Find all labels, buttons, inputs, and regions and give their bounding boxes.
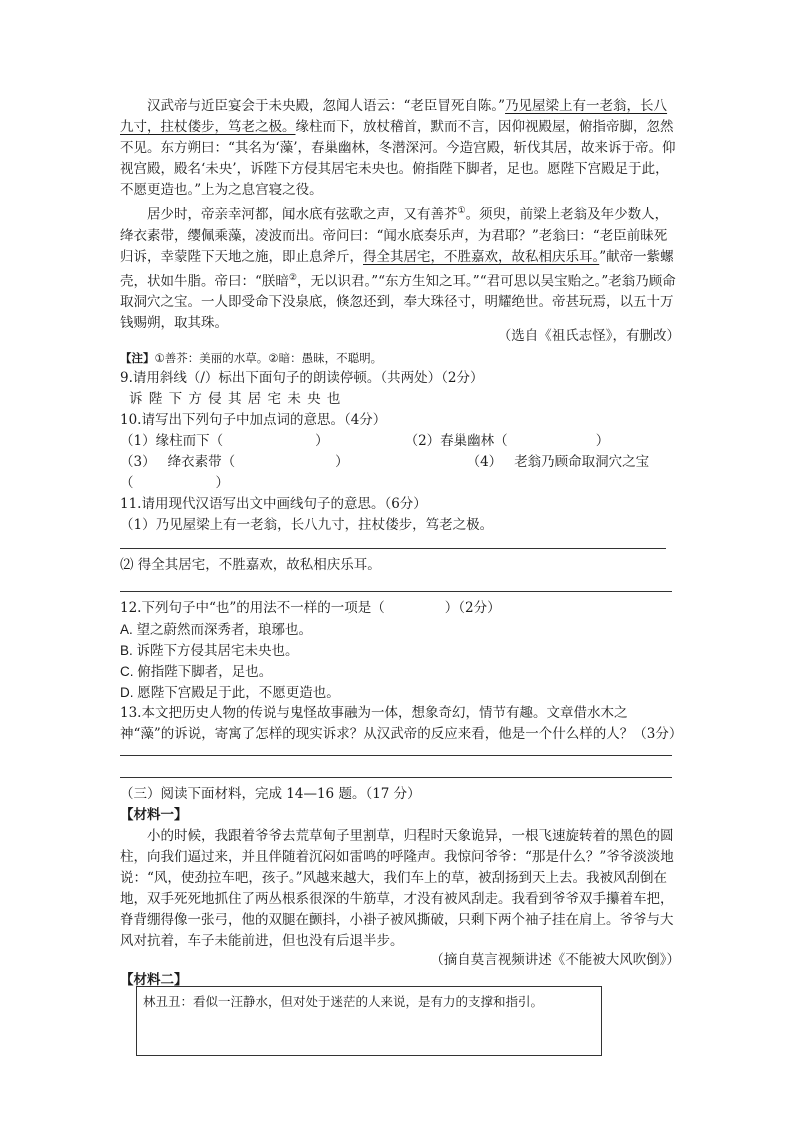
p1-seg-1: 汉武帝与近臣宴会于未央殿，忽闻人语云：“老臣冒死自陈。” <box>147 98 506 114</box>
q11-sentence-2: ⑵ 得全其居宅，不胜嘉欢，故私相庆乐耳。 <box>120 557 381 573</box>
answer-line-13-1[interactable] <box>120 755 672 756</box>
material-1-source: （摘自莫言视频讲述《不能被大风吹倒》） <box>430 952 680 968</box>
answer-line-11-2[interactable] <box>120 591 672 592</box>
question-11 <box>120 494 680 536</box>
answer-line-13-2[interactable] <box>120 777 672 778</box>
material-1-text: 小的时候，我跟着爷爷去荒草甸子里割草，归程时天象诡异，一根飞速旋转着的黑色的圆柱，向我们逼过来，并且伴随着沉闷如雷鸣的呼隆声。我惊问爷爷：“那是什么？”爷爷淡淡地说：“风，使劲拉车吧，孩子。”风越来越大，我们车上的草，被刮扬到天上去。我被风刮倒在地，双手死死地抓住了两丛根系很深的牛筋草，才没有被风刮走。我看到爷爷双手攥着车把，脊背绷得像一张弓，他的双腿在颤抖，小褂子被风撕破，只剩下两个袖子挂在肩上。爷爷与大风对抗着，车子未能前进，但也没有后退半步。 <box>120 828 674 949</box>
q10-item-4-num: （4） <box>466 454 503 470</box>
p2-seg-5: ”献帝一紫螺壳，状如牛脂。帝曰：“朕暗 <box>120 248 674 289</box>
q10-row-3 <box>120 473 680 494</box>
q10-item-4-open: （ <box>120 475 134 491</box>
footnote-ref-2: ② <box>288 272 297 283</box>
q10-item-3: 绛衣素带（ <box>167 454 236 470</box>
material-1-title: 【材料一】 <box>120 807 188 823</box>
question-9 <box>120 368 680 410</box>
q12-option-d: D. 愿陛下宫殿足于此，不愿更造也。 <box>120 685 340 700</box>
q10-stem: 10.请写出下列句子中加点词的意思。（4分） <box>120 412 387 428</box>
footnote <box>120 348 680 369</box>
q12-option-c: C. 俯指陛下脚者，足也。 <box>120 664 273 679</box>
p1-seg-3: 缘柱而下，放杖稽首，默而不言，因仰视殿屋，俯指帝脚，忽然不见。东方朔曰：“其名为‘藻’，春巢幽林，冬潜深河。今造宫殿，斩伐其居，故来诉于帝。仰视宫殿，殿名‘未央’，诉陛下方侵其居宅未央也。俯指陛下脚者，足也。愿陛下宫殿足于此，不愿更造也。”上为之息宫寝之役。 <box>120 119 676 198</box>
q12-option-b: B. 诉陛下方侵其居宅未央也。 <box>120 643 299 658</box>
p2-underlined-sentence: 得全其居宅，不胜嘉欢，故私相庆乐耳。 <box>363 248 600 265</box>
q10-close-2: ） <box>595 433 610 449</box>
q11-stem: 11.请用现代汉语写出文中画线句子的意思。（6分） <box>120 496 427 512</box>
note-label: 【注】 <box>120 351 155 365</box>
q10-close-1: ） <box>315 433 329 449</box>
passage-paragraph-2 <box>120 201 680 334</box>
q9-sentence: 诉 陛 下 方 侵 其 居 宅 未 央 也 <box>129 391 342 407</box>
passage-paragraph-1 <box>120 96 680 201</box>
q10-item-4: 老翁乃顾命取洞穴之宝 <box>514 454 650 470</box>
material-2-title: 【材料二】 <box>120 972 188 988</box>
q10-close-4: ） <box>215 475 229 491</box>
q10-close-3: ） <box>335 454 349 470</box>
p2-seg-7: ，无以识君。”“东方生知之耳。”“君可思以吴宝贻之。”老翁乃顾命取洞穴之宝。一人即受命下没泉底，倏忽还到，奉大珠径寸，明耀绝世。帝甚玩焉，以五十万钱赐朔，取其珠。 <box>120 273 676 331</box>
question-13: 13.本文把历史人物的传说与鬼怪故事融为一体，想象奇幻，情节有趣。文章借水木之神“藻”的诉说，寄寓了怎样的现实诉求？从汉武帝的反应来看，他是一个什么样的人？（3分） <box>120 705 683 742</box>
p2-seg-1: 居少时，帝亲幸河都，闻水底有弦歌之声，又有善芥 <box>147 206 458 223</box>
p1-underlined-sentence: 乃见屋梁上有一老翁，长八九寸，拄杖偻步，笃老之极。 <box>120 98 668 135</box>
footnote-ref-1: ① <box>457 206 466 216</box>
q12-stem: 12.下列句子中“也”的用法不一样的一项是（ <box>120 600 385 616</box>
q10-item-1: （1）缘柱而下（ <box>120 433 224 449</box>
material-2-text: 林丑丑：看似一汪静水，但对处于迷茫的人来说，是有力的支撑和指引。 <box>143 994 544 1009</box>
section-3-title: （三）阅读下面材料，完成 14—16 题。（17 分） <box>120 786 421 802</box>
passage-source: （选自《祖氏志怪》，有删改） <box>497 328 680 344</box>
q10-item-2: （2）春巢幽林（ <box>404 433 508 449</box>
q12-stem-end: ）（2分） <box>444 600 501 616</box>
question-12 <box>120 598 680 703</box>
q10-row-1 <box>120 431 680 452</box>
p2-seg-3: 。须臾，前梁上老翁及年少数人，绛衣素带，缨佩乘藻，凌波而出。帝问曰：“闻水底奏乐声，为君耶？”老翁曰：“老臣前昧死归诉，幸蒙陛下天地之施，即止息斧斤， <box>120 206 669 265</box>
q12-stem-row <box>120 598 680 619</box>
q9-stem: 9.请用斜线（/）标出下面句子的朗读停顿。（共两处）（2分） <box>120 370 484 386</box>
question-10 <box>120 410 680 494</box>
answer-line-11-1[interactable] <box>120 548 666 549</box>
material-2-box <box>136 986 602 1056</box>
note-text: ①善芥：美丽的水草。②暗：愚昧，不聪明。 <box>154 351 383 365</box>
q10-item-3-num: （3） <box>120 454 156 470</box>
q11-sentence-1: （1）乃见屋梁上有一老翁，长八九寸，拄杖偻步，笃老之极。 <box>120 517 494 533</box>
q12-option-a: A. 望之蔚然而深秀者，琅琊也。 <box>120 622 313 637</box>
q10-row-2 <box>120 452 680 473</box>
